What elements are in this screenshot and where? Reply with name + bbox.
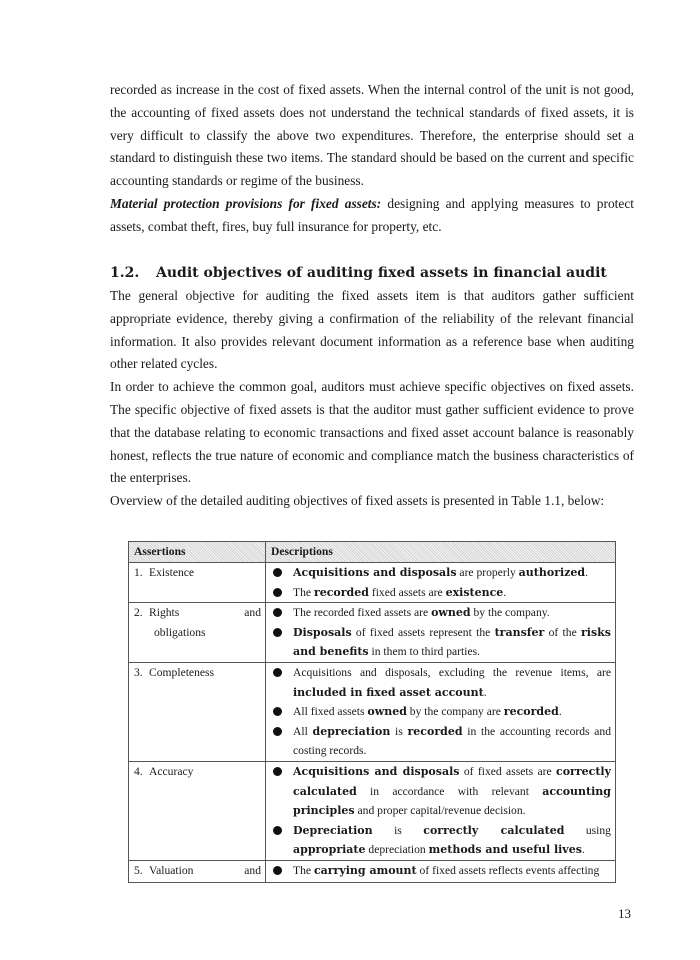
emphasis-text: methods and useful lives xyxy=(428,843,582,857)
assertion-number: 5. xyxy=(134,863,143,877)
description-bullets xyxy=(271,603,611,662)
description-text: Acquisitions and disposals, excluding the revenue items, are xyxy=(293,665,611,679)
description-text: is xyxy=(390,724,408,738)
description-text: The xyxy=(293,585,314,599)
emphasis-text: recorded xyxy=(313,585,369,599)
emphasis-text: carrying amount xyxy=(313,863,417,877)
description-text: in them to third parties. xyxy=(368,645,481,659)
table-body xyxy=(129,563,616,883)
paragraph-table-intro: Overview of the detailed auditing objectives of fixed assets is presented in Table 1.1, below: xyxy=(110,493,605,509)
paragraph-capitalization: recorded as increase in the cost of fixed assets. When the internal control of the unit is not good, the accounting of fixed assets does not understand the technical standards of fixed assets, it is very difficult to classify the above two expenditures. Therefore, the enterprise should set a standard to distinguish these two items. The standard should be based on the current and specific accounting standards or regime of the business. xyxy=(110,82,634,189)
assertion-label: Completeness xyxy=(149,665,215,679)
emphasis-text: transfer xyxy=(494,625,545,639)
assertion-cell xyxy=(129,761,266,860)
paragraph-general-objective: The general objective for auditing the fixed assets item is that auditors gather sufficient appropriate evidence, thereby giving a confirmation of the reliability of the relevant financial information. It also provides relevant document information as a reference base when auditing other related cycles. xyxy=(110,288,634,372)
emphasis-text: Acquisitions and disposals xyxy=(293,566,457,579)
description-bullets xyxy=(271,861,611,881)
description-text: of fixed assets reflects events affecting xyxy=(416,863,600,877)
assertion-number: 4. xyxy=(134,764,143,778)
description-text: and proper capital/revenue decision. xyxy=(354,804,526,818)
description-bullet xyxy=(271,702,611,722)
paragraph-specific-objective: In order to achieve the common goal, auditors must achieve specific objectives on fixed assets. The specific objective of fixed assets is that the auditor must gather sufficient evidence to prove that the database relating to economic transactions and fixed asset account balance is reasonably honest, reflects the true nature of economic and compliance match the business characteristics of the enterprises. xyxy=(110,379,634,486)
emphasis-text: correctly calculated xyxy=(293,764,611,798)
description-text: of fixed assets represent the xyxy=(351,625,495,639)
emphasis-text: accounting principles xyxy=(293,784,611,818)
description-bullet xyxy=(271,861,611,881)
table-header-row xyxy=(129,542,616,563)
description-text: fixed assets are xyxy=(368,585,446,599)
description-text: by the company are xyxy=(406,705,504,719)
description-text: in accordance with relevant xyxy=(356,784,543,798)
assertion-label-continued: obligations xyxy=(154,625,206,639)
material-protection-text: designing and applying measures to protect assets, combat theft, fires, buy full insurance for property, etc. xyxy=(110,195,634,234)
description-text: . xyxy=(585,566,589,579)
emphasis-text: owned xyxy=(431,606,471,620)
emphasis-text: recorded xyxy=(407,724,463,738)
description-bullet xyxy=(271,821,611,860)
description-text: depreciation xyxy=(365,843,429,857)
description-text: The recorded fixed assets are xyxy=(293,606,432,620)
description-cell xyxy=(266,603,616,663)
description-text: All xyxy=(293,724,313,738)
description-text: of fixed assets are xyxy=(459,764,556,778)
assertion-label: Valuation xyxy=(149,863,194,877)
description-text: . xyxy=(483,685,487,699)
emphasis-text: correctly calculated xyxy=(423,823,565,837)
emphasis-text: owned xyxy=(367,705,407,719)
description-bullet xyxy=(271,722,611,761)
emphasis-text: Depreciation xyxy=(293,823,373,837)
assertion-cell xyxy=(129,603,266,663)
emphasis-text: Acquisitions and disposals xyxy=(293,764,460,778)
table-row xyxy=(129,603,616,663)
assertion-label: Accuracy xyxy=(149,764,194,778)
body-text-objectives xyxy=(110,285,634,513)
table-row xyxy=(129,662,616,761)
emphasis-text: authorized xyxy=(518,566,586,579)
assertion-label-right: and xyxy=(244,606,261,620)
description-bullet xyxy=(271,762,611,821)
emphasis-text: risks and benefits xyxy=(293,625,611,659)
assertion-cell xyxy=(129,563,266,603)
assertion-number: 2. xyxy=(134,606,143,620)
body-text-top xyxy=(110,79,634,239)
section-title: Audit objectives of auditing fixed assets in financial audit xyxy=(156,265,607,281)
page-number: 13 xyxy=(618,906,631,921)
description-bullet xyxy=(271,583,611,603)
header-descriptions: Descriptions xyxy=(266,542,616,563)
description-text: in the accounting records and costing records. xyxy=(293,724,612,758)
description-cell xyxy=(266,761,616,860)
assertion-cell xyxy=(129,860,266,882)
description-bullet xyxy=(271,563,611,583)
description-text: . xyxy=(503,585,507,599)
description-bullets xyxy=(271,563,611,602)
description-text: of the xyxy=(544,625,582,639)
assertion-cell xyxy=(129,662,266,761)
description-text: . xyxy=(558,705,562,719)
description-bullets xyxy=(271,762,611,860)
table-row xyxy=(129,860,616,882)
table-row xyxy=(129,761,616,860)
emphasis-text: included in fixed asset account xyxy=(293,685,484,699)
section-number: 1.2. xyxy=(110,265,140,281)
material-protection-label: Material protection provisions for fixed assets: xyxy=(110,195,382,211)
description-text: . xyxy=(581,843,585,857)
emphasis-text: appropriate xyxy=(293,843,366,857)
description-text: using xyxy=(564,823,611,837)
paragraph-material-protection xyxy=(110,193,634,239)
description-text: by the company. xyxy=(470,606,550,620)
assertion-label: Existence xyxy=(149,566,195,579)
emphasis-text: existence xyxy=(445,585,504,599)
description-bullet xyxy=(271,603,611,623)
assertion-number: 1. xyxy=(134,566,143,579)
header-assertions: Assertions xyxy=(129,542,266,563)
assertions-table xyxy=(128,541,616,883)
description-cell xyxy=(266,860,616,882)
description-bullet xyxy=(271,623,611,662)
assertion-label: Rights xyxy=(149,606,180,620)
emphasis-text: Disposals xyxy=(293,625,352,639)
table-row xyxy=(129,563,616,603)
description-cell xyxy=(266,662,616,761)
description-bullets xyxy=(271,663,611,761)
emphasis-text: depreciation xyxy=(312,724,391,738)
emphasis-text: recorded xyxy=(503,705,559,719)
section-heading xyxy=(110,262,607,284)
description-text: All fixed assets xyxy=(293,705,368,719)
assertion-label-right: and xyxy=(244,863,261,877)
description-bullet xyxy=(271,663,611,702)
description-text: are properly xyxy=(456,566,519,579)
description-text: The xyxy=(293,863,314,877)
description-text: is xyxy=(372,823,424,837)
description-cell xyxy=(266,563,616,603)
assertion-number: 3. xyxy=(134,665,143,679)
